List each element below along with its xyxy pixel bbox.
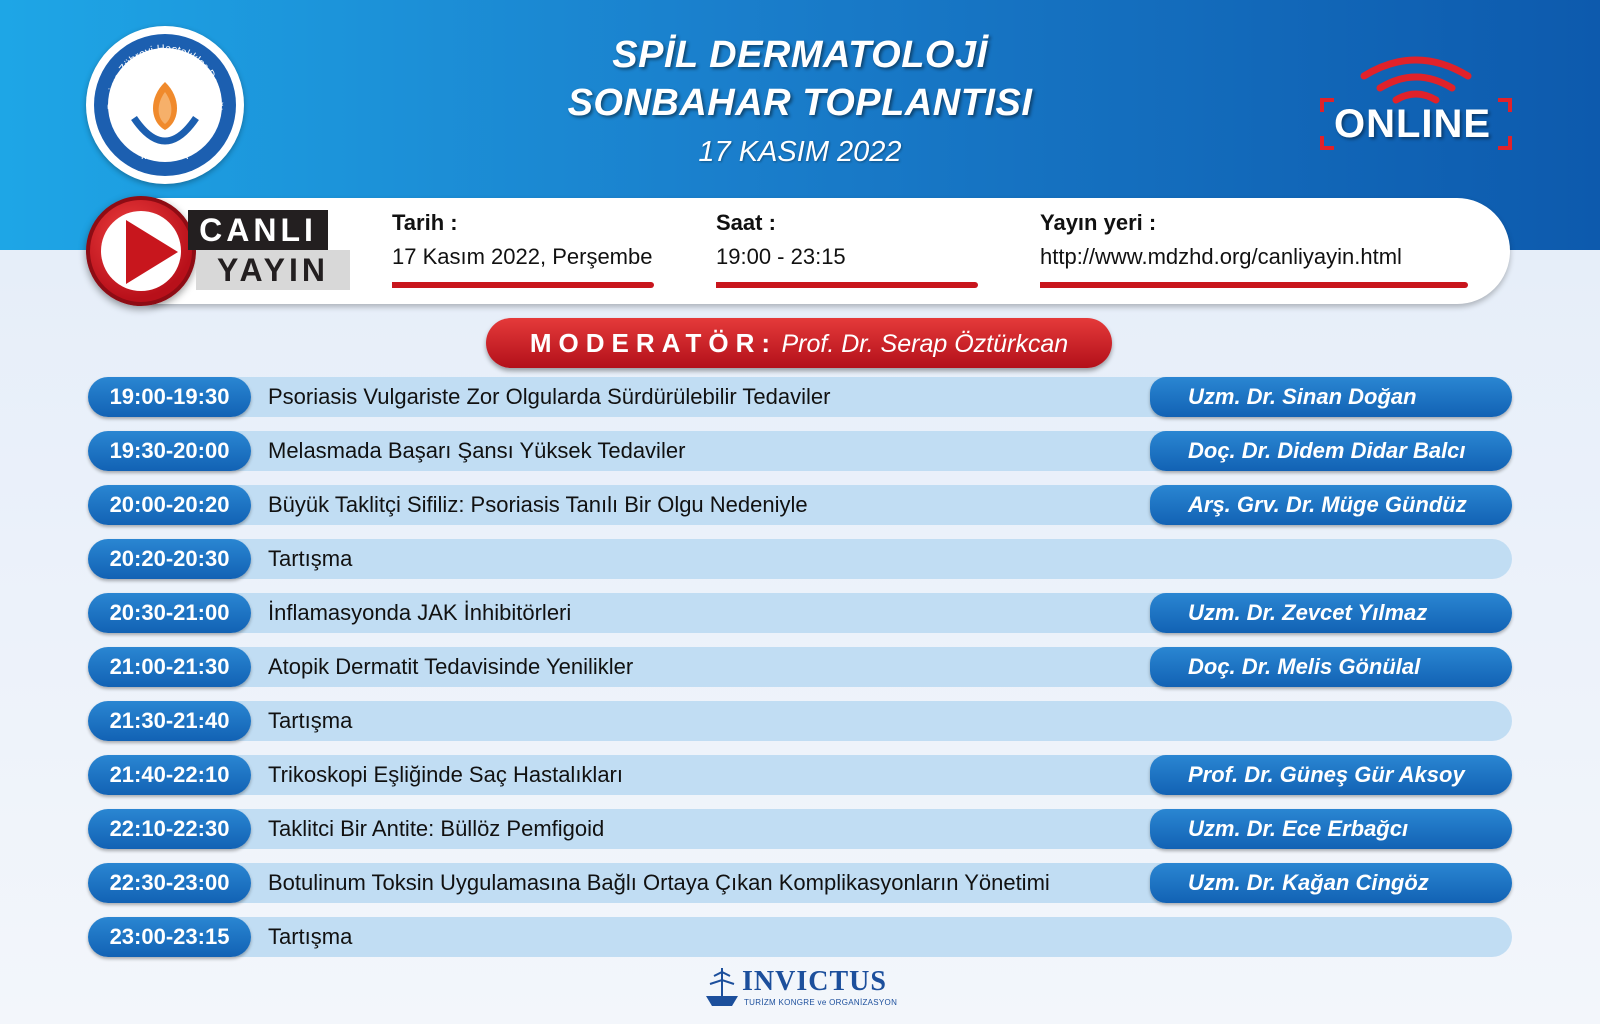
page-title-line1: SPİL DERMATOLOJİ — [612, 34, 988, 76]
session-time: 21:00-21:30 — [88, 647, 251, 687]
invictus-logo — [704, 964, 904, 1014]
session-topic: İnflamasyonda JAK İnhibitörleri — [268, 600, 572, 625]
moderator-banner — [486, 318, 1112, 368]
time-underline — [716, 282, 978, 288]
session-time: 20:30-21:00 — [88, 593, 251, 633]
session-time: 19:30-20:00 — [88, 431, 251, 471]
schedule-row — [88, 917, 1512, 957]
date-label: Tarih : — [392, 210, 458, 235]
event-date: 17 KASIM 2022 — [698, 136, 902, 168]
session-speaker: Uzm. Dr. Kağan Cingöz — [1150, 863, 1512, 903]
time-label: Saat : — [716, 210, 776, 235]
moderator-name: Prof. Dr. Serap Öztürkcan — [781, 330, 1069, 358]
live-label-bottom: YAYIN — [196, 250, 350, 290]
schedule-row — [88, 863, 1512, 903]
page-title-line2: SONBAHAR TOPLANTISI — [567, 82, 1033, 124]
schedule-row — [88, 377, 1512, 417]
session-time: 19:00-19:30 — [88, 377, 251, 417]
session-topic: Melasmada Başarı Şansı Yüksek Tedaviler — [268, 438, 686, 463]
session-time: 22:10-22:30 — [88, 809, 251, 849]
session-topic: Botulinum Toksin Uygulamasına Bağlı Ortaya Çıkan Komplikasyonların Yönetimi — [268, 870, 1050, 895]
session-speaker: Uzm. Dr. Zevcet Yılmaz — [1150, 593, 1512, 633]
footer-brand: INVICTUS — [742, 966, 887, 997]
schedule-row — [88, 701, 1512, 741]
date-underline — [392, 282, 654, 288]
session-time: 23:00-23:15 — [88, 917, 251, 957]
session-topic: Tartışma — [268, 546, 353, 571]
logo-arc-text: Deri ve Zührevi Hastalıklar Derneği — [105, 42, 225, 111]
session-topic: Tartışma — [268, 924, 353, 949]
session-time: 21:30-21:40 — [88, 701, 251, 741]
play-button[interactable] — [86, 196, 196, 306]
session-time: 22:30-23:00 — [88, 863, 251, 903]
live-label-top: CANLI — [188, 210, 328, 250]
schedule-row — [88, 647, 1512, 687]
ship-icon — [704, 966, 740, 1010]
date-value: 17 Kasım 2022, Perşembe — [392, 244, 653, 269]
venue-label: Yayın yeri : — [1040, 210, 1157, 235]
time-value: 19:00 - 23:15 — [716, 244, 846, 269]
online-label: ONLINE — [1334, 102, 1492, 146]
session-topic: Atopik Dermatit Tedavisinde Yenilikler — [268, 654, 634, 679]
schedule-row — [88, 431, 1512, 471]
session-speaker: Doç. Dr. Melis Gönülal — [1150, 647, 1512, 687]
session-topic: Trikoskopi Eşliğinde Saç Hastalıkları — [268, 762, 623, 787]
footer-tagline: TURİZM KONGRE ve ORGANİZASYON — [744, 998, 898, 1007]
session-speaker: Prof. Dr. Güneş Gür Aksoy — [1150, 755, 1512, 795]
logo-city: MANİSA — [140, 150, 190, 162]
session-topic: Psoriasis Vulgariste Zor Olgularda Sürdürülebilir Tedaviler — [268, 384, 831, 409]
session-topic: Tartışma — [268, 708, 353, 733]
schedule-row — [88, 809, 1512, 849]
venue-info — [1040, 210, 1402, 270]
society-logo — [86, 26, 244, 184]
schedule-row — [88, 755, 1512, 795]
schedule-row — [88, 593, 1512, 633]
venue-link[interactable]: http://www.mdzhd.org/canliyayin.html — [1040, 244, 1402, 269]
session-speaker: Doç. Dr. Didem Didar Balcı — [1150, 431, 1512, 471]
session-time: 20:00-20:20 — [88, 485, 251, 525]
session-topic: Büyük Taklitçi Sifiliz: Psoriasis Tanılı Bir Olgu Nedeniyle — [268, 492, 808, 517]
schedule-row — [88, 539, 1512, 579]
venue-underline — [1040, 282, 1468, 288]
session-topic: Taklitci Bir Antite: Büllöz Pemfigoid — [268, 816, 605, 841]
session-time: 20:20-20:30 — [88, 539, 251, 579]
schedule-row — [88, 485, 1512, 525]
session-time: 21:40-22:10 — [88, 755, 251, 795]
date-info — [392, 210, 652, 270]
online-badge — [1318, 48, 1514, 158]
session-speaker: Uzm. Dr. Sinan Doğan — [1150, 377, 1512, 417]
moderator-label: MODERATÖR: — [529, 328, 778, 358]
play-icon — [112, 216, 182, 286]
session-speaker: Arş. Grv. Dr. Müge Gündüz — [1150, 485, 1512, 525]
time-info — [716, 210, 846, 270]
session-speaker: Uzm. Dr. Ece Erbağcı — [1150, 809, 1512, 849]
